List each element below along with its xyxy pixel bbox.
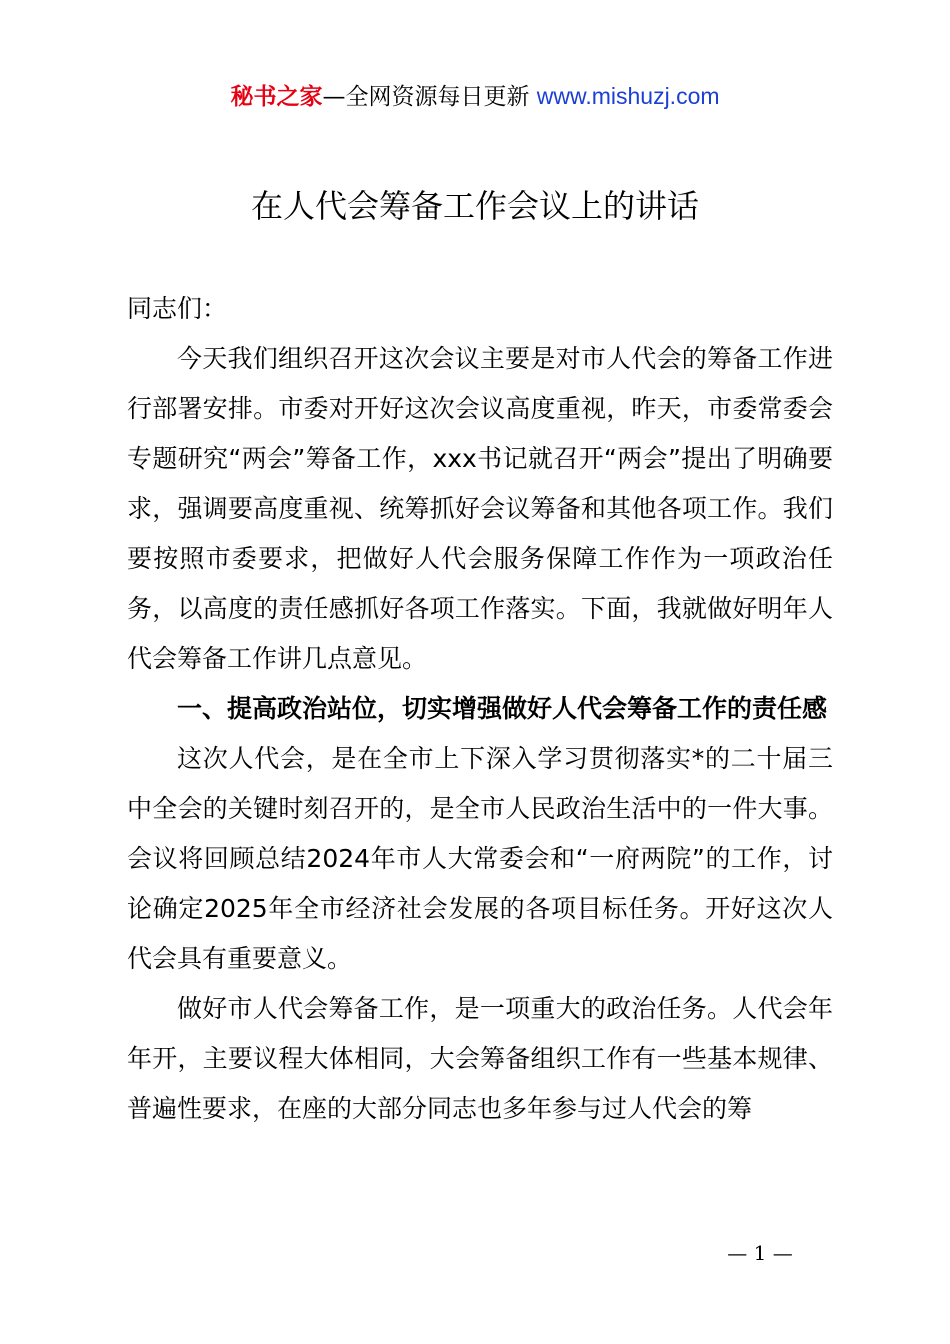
salutation: 同志们：	[127, 294, 228, 323]
brand-name: 秘书之家	[230, 84, 323, 110]
header-banner	[0, 80, 950, 113]
page-number: — 1 —	[727, 1241, 793, 1265]
document-title: 在人代会筹备工作会议上的讲话	[250, 187, 699, 225]
body-paragraph: 这次人代会，是在全市上下深入学习贯彻落实*的二十届三中全会的关键时刻召开的，是全市人民政治生活中的一件大事。会议将回顾总结2024年市人大常委会和“一府两院”的工作，讨论确定2025年全市经济社会发展的各项目标任务。开好这次人代会具有重要意义。	[127, 744, 833, 973]
section-heading: 一、提高政治站位，切实增强做好人代会筹备工作的责任感	[177, 694, 828, 723]
website-link[interactable]: www.mishuzj.com	[536, 83, 720, 109]
banner-slogan: —全网资源每日更新	[322, 84, 530, 110]
body-paragraph: 今天我们组织召开这次会议主要是对市人代会的筹备工作进行部署安排。市委对开好这次会议高度重视，昨天，市委常委会专题研究“两会”筹备工作，xxx书记就召开“两会”提出了明确要求，强调要高度重视、统筹抓好会议筹备和其他各项工作。我们要按照市委要求，把做好人代会服务保障工作作为一项政治任务，以高度的责任感抓好各项工作落实。下面，我就做好明年人代会筹备工作讲几点意见。	[127, 344, 833, 673]
document-body	[127, 284, 833, 1134]
body-paragraph: 做好市人代会筹备工作，是一项重大的政治任务。人代会年年开，主要议程大体相同，大会筹备组织工作有一些基本规律、普遍性要求，在座的大部分同志也多年参与过人代会的筹	[127, 994, 833, 1123]
